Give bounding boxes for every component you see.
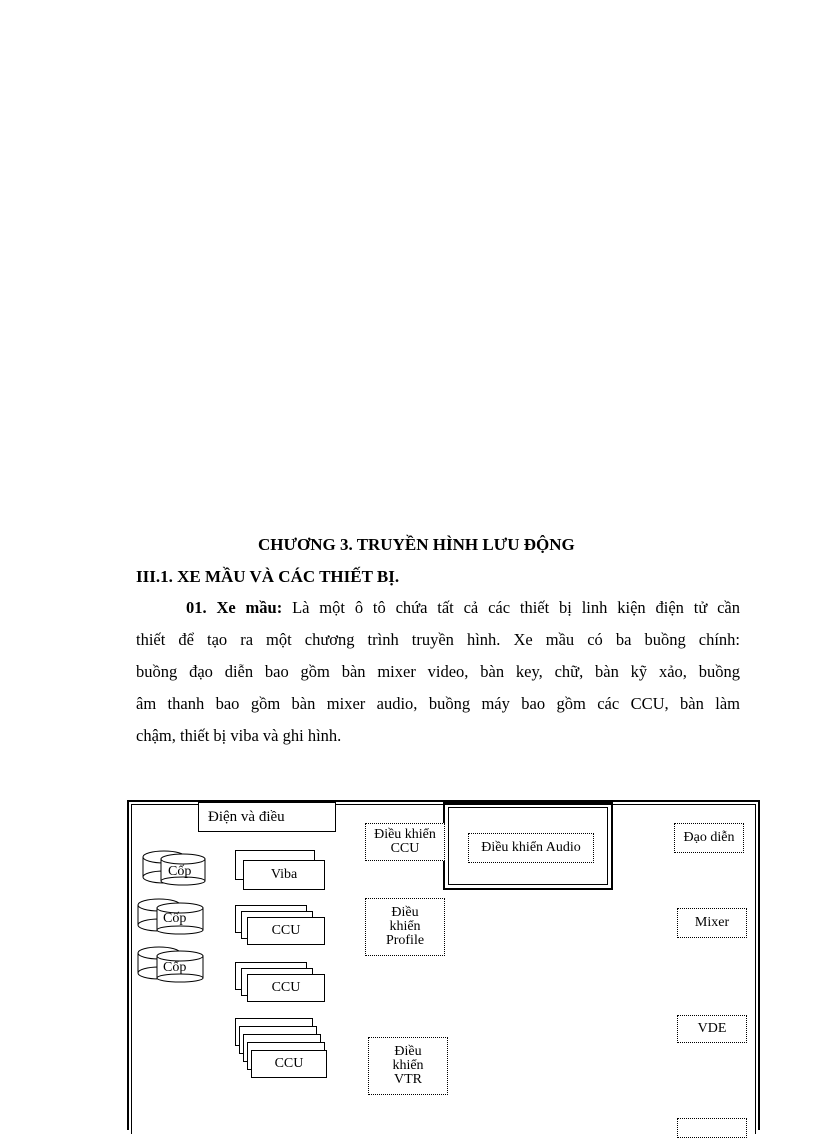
- ccu-control-line-2: CCU: [390, 841, 420, 856]
- viba-label: Viba: [270, 867, 298, 882]
- director-label: Đạo diễn: [683, 830, 735, 845]
- vtr-control-line-3: VTR: [394, 1072, 422, 1087]
- ccu-stack-1: [235, 905, 327, 947]
- cylinder-label: Cốp: [163, 960, 187, 975]
- paragraph-line-5: chậm, thiết bị viba và ghi hình.: [136, 726, 342, 745]
- profile-control-line-3: Profile: [385, 933, 425, 948]
- audio-control-box: [468, 833, 594, 863]
- vtr-control-line-1: Điều: [394, 1044, 422, 1059]
- cylinder-label: Cốp: [163, 911, 187, 926]
- section-title: III.1. XE MẦU VÀ CÁC THIẾT BỊ.: [136, 567, 400, 586]
- vde-box: [677, 1015, 747, 1043]
- paragraph-line-1: [136, 592, 740, 624]
- director-box: [674, 823, 744, 853]
- vtr-control-line-2: khiển: [392, 1058, 424, 1073]
- power-control-label: Điện và điều: [208, 809, 285, 825]
- ccu-control-line-1: Điều khiển: [374, 827, 436, 842]
- audio-room: [443, 802, 613, 890]
- vehicle-layout-diagram: [127, 800, 764, 1130]
- ccu-control-box: [365, 823, 445, 861]
- paragraph-line-2: thiết để tạo ra một chương trình truyền hình. Xe mầu có ba buồng chính:: [136, 630, 740, 649]
- audio-control-label: Điều khiển Audio: [481, 840, 581, 855]
- chapter-title: CHƯƠNG 3. TRUYỀN HÌNH LƯU ĐỘNG: [258, 535, 575, 554]
- paragraph-text: Là một ô tô chứa tất cả các thiết bị linh kiện điện tử cần: [292, 598, 740, 617]
- storage-cylinder-1: [142, 850, 208, 886]
- vde-label: VDE: [697, 1021, 727, 1036]
- ccu-label: CCU: [271, 923, 301, 938]
- profile-control-box: [365, 898, 445, 956]
- storage-cylinder-2: [137, 898, 207, 936]
- ccu-stack-3: [235, 1018, 327, 1084]
- power-control-box: [198, 802, 336, 832]
- storage-cylinder-3: [137, 946, 207, 984]
- paragraph-line-3: buồng đạo diễn bao gồm bàn mixer video, bàn key, chữ, bàn kỹ xảo, buồng: [136, 662, 740, 681]
- ccu-label: CCU: [274, 1056, 304, 1071]
- paragraph-line-4: âm thanh bao gồm bàn mixer audio, buồng máy bao gồm các CCU, bàn làm: [136, 694, 740, 713]
- body-paragraph: [136, 592, 740, 752]
- mixer-label: Mixer: [694, 915, 730, 930]
- viba-stack: [235, 850, 327, 892]
- profile-control-line-2: khiển: [389, 919, 421, 934]
- profile-control-line-1: Điều: [391, 905, 419, 920]
- paragraph-lead: 01. Xe mầu:: [186, 598, 283, 617]
- cylinder-label: Cốp: [168, 864, 192, 879]
- ccu-stack-2: [235, 962, 327, 1004]
- vtr-control-box: [368, 1037, 448, 1095]
- bottom-right-box: [677, 1118, 747, 1138]
- ccu-label: CCU: [271, 980, 301, 995]
- mixer-box: [677, 908, 747, 938]
